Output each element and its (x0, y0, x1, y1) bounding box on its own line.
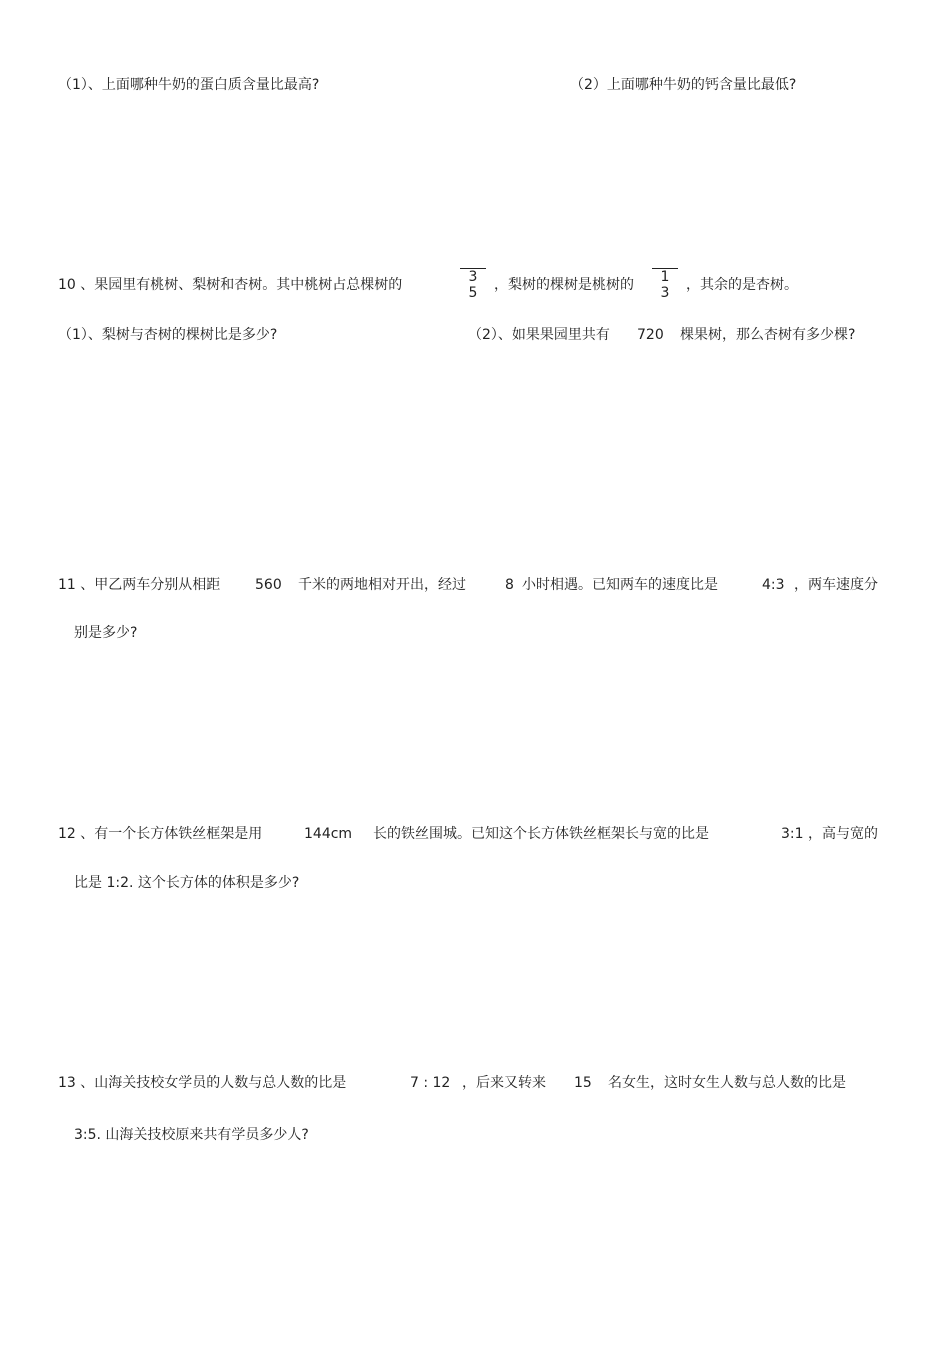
q10-prefix: 10 、果园里有桃树、梨树和杏树。其中桃树占总棵树的 (58, 277, 403, 293)
q10-mid: ，梨树的棵树是桃树的 (494, 277, 634, 293)
q12-length: 144cm (304, 826, 353, 842)
q10-frac1-numerator: 3 (460, 268, 486, 285)
q10-sub1: （1）、梨树与杏树的棵树比是多少? (58, 327, 278, 343)
q13-ratio: 7 : 12 (410, 1075, 451, 1091)
q12-part-b: 长的铁丝围城。已知这个长方体铁丝框架长与宽的比是 (373, 826, 709, 842)
q11-distance: 560 (255, 577, 282, 593)
q11-part-c: 小时相遇。已知两车的速度比是 (522, 577, 718, 593)
q11-part-a: 11 、甲乙两车分别从相距 (58, 577, 221, 593)
q12-part-c: ，高与宽的 (808, 826, 878, 842)
q11-part-d: ，两车速度分 (794, 577, 878, 593)
q12-ratio: 3:1 (781, 826, 804, 842)
q11-part-b: 千米的两地相对开出，经过 (298, 577, 466, 593)
q9-sub2: （2）上面哪种牛奶的钙含量比最低? (570, 77, 797, 93)
q10-suffix: ，其余的是杏树。 (686, 277, 798, 293)
q10-fraction-2 (652, 268, 678, 301)
q10-fraction-1 (460, 268, 486, 301)
q11-ratio: 4:3 (762, 577, 785, 593)
q13-part-c: 名女生，这时女生人数与总人数的比是 (608, 1075, 846, 1091)
q11-hours: 8 (505, 577, 514, 593)
q10-frac2-numerator: 1 (652, 268, 678, 285)
q9-sub1: （1）、上面哪种牛奶的蛋白质含量比最高? (58, 77, 320, 93)
q13-part-b: ，后来又转来 (462, 1075, 546, 1091)
q13-part-a: 13 、山海关技校女学员的人数与总人数的比是 (58, 1075, 347, 1091)
q10-frac1-denominator: 5 (468, 285, 478, 301)
q10-sub2-number: 720 (637, 327, 664, 343)
q12-line2: 比是 1:2. 这个长方体的体积是多少? (74, 875, 300, 891)
q12-part-a: 12 、有一个长方体铁丝框架是用 (58, 826, 263, 842)
q13-count: 15 (574, 1075, 592, 1091)
q10-frac2-denominator: 3 (660, 285, 670, 301)
q10-sub2-b: 棵果树，那么杏树有多少棵? (680, 327, 856, 343)
q11-line2: 别是多少? (74, 625, 138, 641)
q10-sub2-a: （2）、如果果园里共有 (468, 327, 610, 343)
q13-line2: 3:5. 山海关技校原来共有学员多少人? (74, 1127, 309, 1143)
